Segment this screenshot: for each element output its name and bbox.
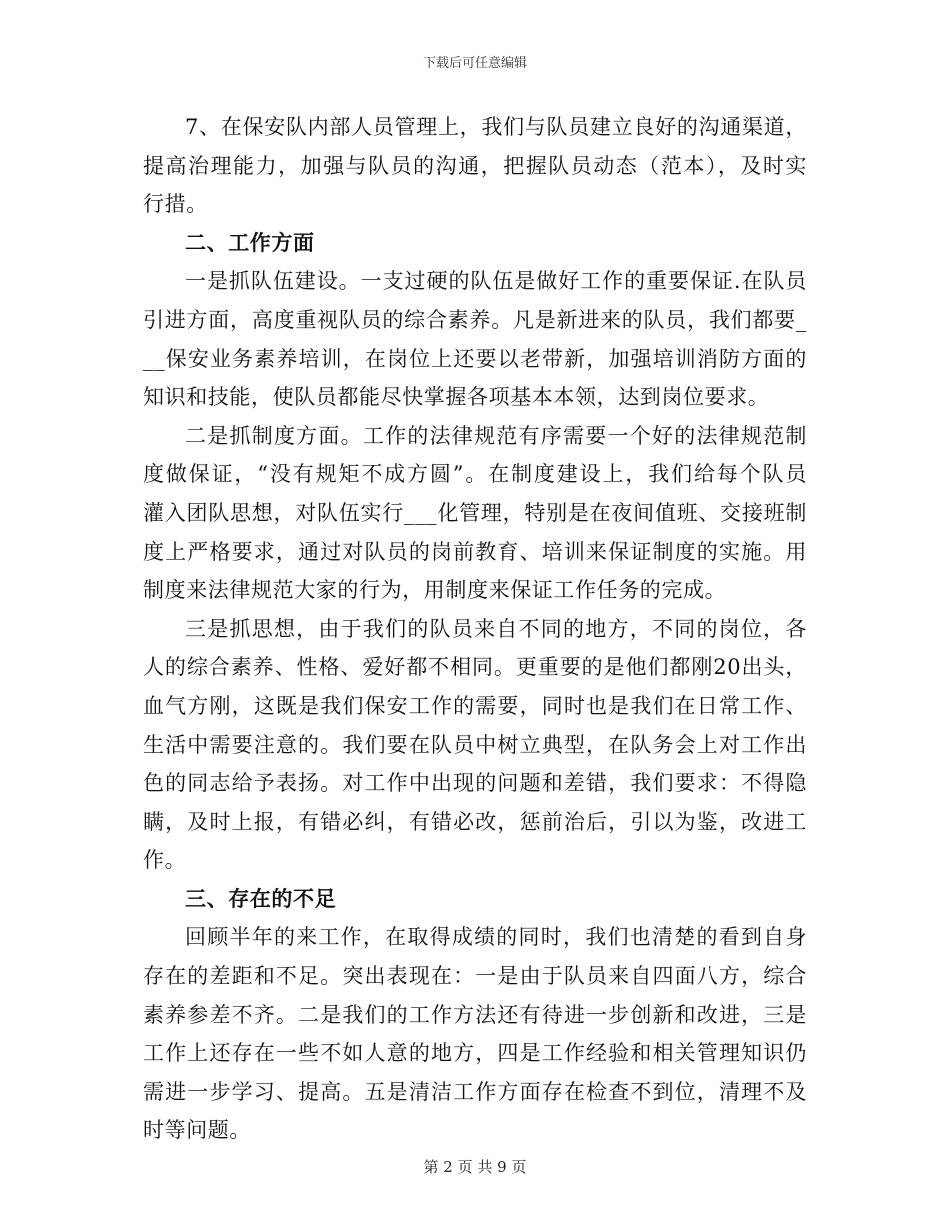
paragraph-line: 生活中需要注意的。我们要在队员中树立典型，在队务会上对工作出	[143, 732, 807, 757]
paragraph-line: 知识和技能，使队员都能尽快掌握各项基本本领，达到岗位要求。	[143, 385, 770, 410]
paragraph-line: __保安业务素养培训，在岗位上还要以老带新，加强培训消防方面的	[143, 346, 807, 371]
paragraph-line: 需进一步学习、提高。五是清洁工作方面存在检查不到位，清理不及	[143, 1079, 807, 1104]
paragraph-line: 提高治理能力，加强与队员的沟通，把握队员动态（范本），及时实	[143, 153, 807, 178]
paragraph-line: 一是抓队伍建设。一支过硬的队伍是做好工作的重要保证.在队员	[185, 269, 807, 294]
paragraph-line: 引进方面，高度重视队员的综合素养。凡是新进来的队员，我们都要_	[143, 307, 807, 332]
page-number-footer: 第 2 页 共 9 页	[423, 1158, 527, 1176]
section-heading: 二、工作方面	[185, 230, 315, 255]
paragraph-line: 灌入团队思想，对队伍实行___化管理，特别是在夜间值班、交接班制	[143, 500, 807, 525]
paragraph-line: 行措。	[143, 192, 208, 217]
paragraph-line: 色的同志给予表扬。对工作中出现的问题和差错，我们要求：不得隐	[143, 771, 807, 796]
paragraph-line: 瞒，及时上报，有错必纠，有错必改，惩前治后，引以为鉴，改进工	[143, 809, 807, 834]
document-body	[143, 108, 807, 1150]
paragraph-line: 作。	[143, 848, 187, 873]
paragraph-line: 三是抓思想，由于我们的队员来自不同的地方，不同的岗位，各	[185, 616, 807, 641]
paragraph-line: 血气方刚，这既是我们保安工作的需要，同时也是我们在日常工作、	[143, 693, 807, 718]
paragraph-line: 制度来法律规范大家的行为，用制度来保证工作任务的完成。	[143, 578, 727, 603]
paragraph-line: 时等问题。	[143, 1118, 251, 1143]
paragraph-line: 存在的差距和不足。突出表现在：一是由于队员来自四面八方，综合	[143, 964, 807, 989]
paragraph-line: 二是抓制度方面。工作的法律规范有序需要一个好的法律规范制	[185, 423, 807, 448]
paragraph-line: 7、在保安队内部人员管理上，我们与队员建立良好的沟通渠道，	[185, 115, 807, 139]
paragraph-line: 素养参差不齐。二是我们的工作方法还有待进一步创新和改进，三是	[143, 1002, 807, 1027]
paragraph-line: 工作上还存在一些不如人意的地方，四是工作经验和相关管理知识仍	[143, 1041, 807, 1066]
paragraph-line: 度上严格要求，通过对队员的岗前教育、培训来保证制度的实施。用	[143, 539, 807, 564]
section-heading: 三、存在的不足	[185, 886, 337, 911]
paragraph-line: 回顾半年的来工作，在取得成绩的同时，我们也清楚的看到自身	[185, 925, 807, 950]
page-header: 下载后可任意编辑	[422, 56, 527, 71]
paragraph-line: 人的综合素养、性格、爱好都不相同。更重要的是他们都刚20出头，	[143, 655, 807, 680]
paragraph-line: 度做保证，“没有规矩不成方圆”。在制度建设上，我们给每个队员	[143, 462, 807, 487]
